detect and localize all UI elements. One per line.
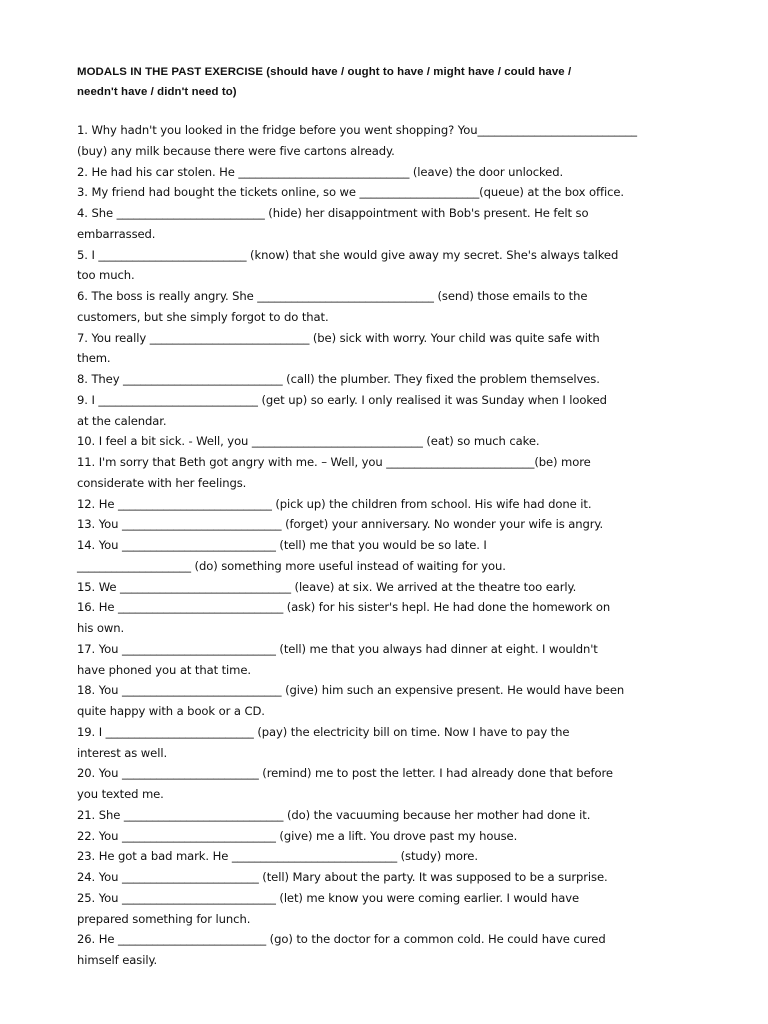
exercise-item: 10. I feel a bit sick. - Well, you ______________________________ (eat) so much cake. [77, 434, 540, 449]
exercise-item: 16. He _____________________________ (ask) for his sister's hepl. He had done the homework on [77, 600, 611, 615]
exercise-item-continuation: prepared something for lunch. [77, 911, 251, 926]
exercise-item-continuation: embarrassed. [77, 226, 156, 241]
exercise-item-continuation: (buy) any milk because there were five cartons already. [77, 143, 395, 158]
exercise-item: 6. The boss is really angry. She _______________________________ (send) those emails to the [77, 289, 588, 303]
exercise-item-continuation: too much. [77, 268, 135, 283]
exercise-item: 25. You ___________________________ (let) me know you were coming earlier. I would have [77, 890, 580, 905]
exercise-item: 17. You ___________________________ (tell) me that you always had dinner at eight. I wouldn't [77, 641, 598, 656]
exercise-item-continuation: customers, but she simply forgot to do that. [77, 309, 329, 324]
exercise-item-continuation: quite happy with a book or a CD. [77, 704, 265, 718]
exercise-item: 21. She ____________________________ (do) the vacuuming because her mother had done it. [77, 807, 591, 822]
exercise-item-continuation: ____________________ (do) something more useful instead of waiting for you. [77, 558, 506, 573]
exercise-item: 15. We ______________________________ (leave) at six. We arrived at the theatre too early. [77, 579, 577, 594]
exercise-item-continuation: you texted me. [77, 787, 164, 801]
exercise-item: 5. I __________________________ (know) that she would give away my secret. She's always talked [77, 247, 619, 262]
exercise-item: 3. My friend had bought the tickets online, so we _____________________(queue) at the box office. [77, 185, 624, 200]
exercise-item-continuation: have phoned you at that time. [77, 662, 251, 677]
exercise-item: 13. You ____________________________ (forget) your anniversary. No wonder your wife is angry. [77, 517, 604, 532]
exercise-item: 11. I'm sorry that Beth got angry with me. – Well, you __________________________(be) more [77, 455, 591, 469]
exercise-item-continuation: considerate with her feelings. [77, 475, 247, 490]
exercise-item: 18. You ____________________________ (give) him such an expensive present. He would have been [77, 683, 625, 698]
exercise-item: 23. He got a bad mark. He _____________________________ (study) more. [77, 849, 478, 864]
exercise-item: 20. You ________________________ (remind) me to post the letter. I had already done that before [77, 766, 613, 781]
exercise-item: 24. You ________________________ (tell) Mary about the party. It was supposed to be a surprise. [77, 870, 608, 884]
exercise-item: 9. I ____________________________ (get up) so early. I only realised it was Sunday when I looked [77, 392, 607, 407]
exercise-item: 14. You ___________________________ (tell) me that you would be so late. I [77, 538, 487, 552]
exercise-item: 1. Why hadn't you looked in the fridge before you went shopping? You____________________________ [77, 123, 637, 137]
exercise-item: 8. They ____________________________ (call) the plumber. They fixed the problem themselves. [77, 372, 600, 386]
exercise-item-continuation: at the calendar. [77, 413, 167, 428]
exercise-item: 7. You really ____________________________ (be) sick with worry. Your child was quite safe with [77, 330, 600, 345]
exercise-item: 22. You ___________________________ (give) me a lift. You drove past my house. [77, 828, 518, 843]
title-line-2: needn't have / didn't need to) [77, 86, 237, 98]
worksheet-title [77, 62, 697, 102]
worksheet-page [77, 62, 697, 971]
exercise-item-continuation: his own. [77, 621, 125, 635]
exercise-item: 12. He ___________________________ (pick up) the children from school. His wife had done it. [77, 496, 592, 511]
exercise-item-continuation: interest as well. [77, 745, 168, 760]
title-line-1: MODALS IN THE PAST EXERCISE (should have / ought to have / might have / could have / [77, 66, 572, 78]
exercise-item-continuation: himself easily. [77, 953, 158, 967]
exercise-item-continuation: them. [77, 351, 111, 366]
exercise-item: 4. She __________________________ (hide) her disappointment with Bob's present. He felt so [77, 206, 589, 220]
exercise-item: 2. He had his car stolen. He ______________________________ (leave) the door unlocked. [77, 164, 564, 179]
exercise-item: 26. He __________________________ (go) to the doctor for a common cold. He could have cured [77, 932, 606, 947]
exercise-item: 19. I __________________________ (pay) the electricity bill on time. Now I have to pay the [77, 724, 570, 739]
exercise-list [77, 120, 697, 971]
